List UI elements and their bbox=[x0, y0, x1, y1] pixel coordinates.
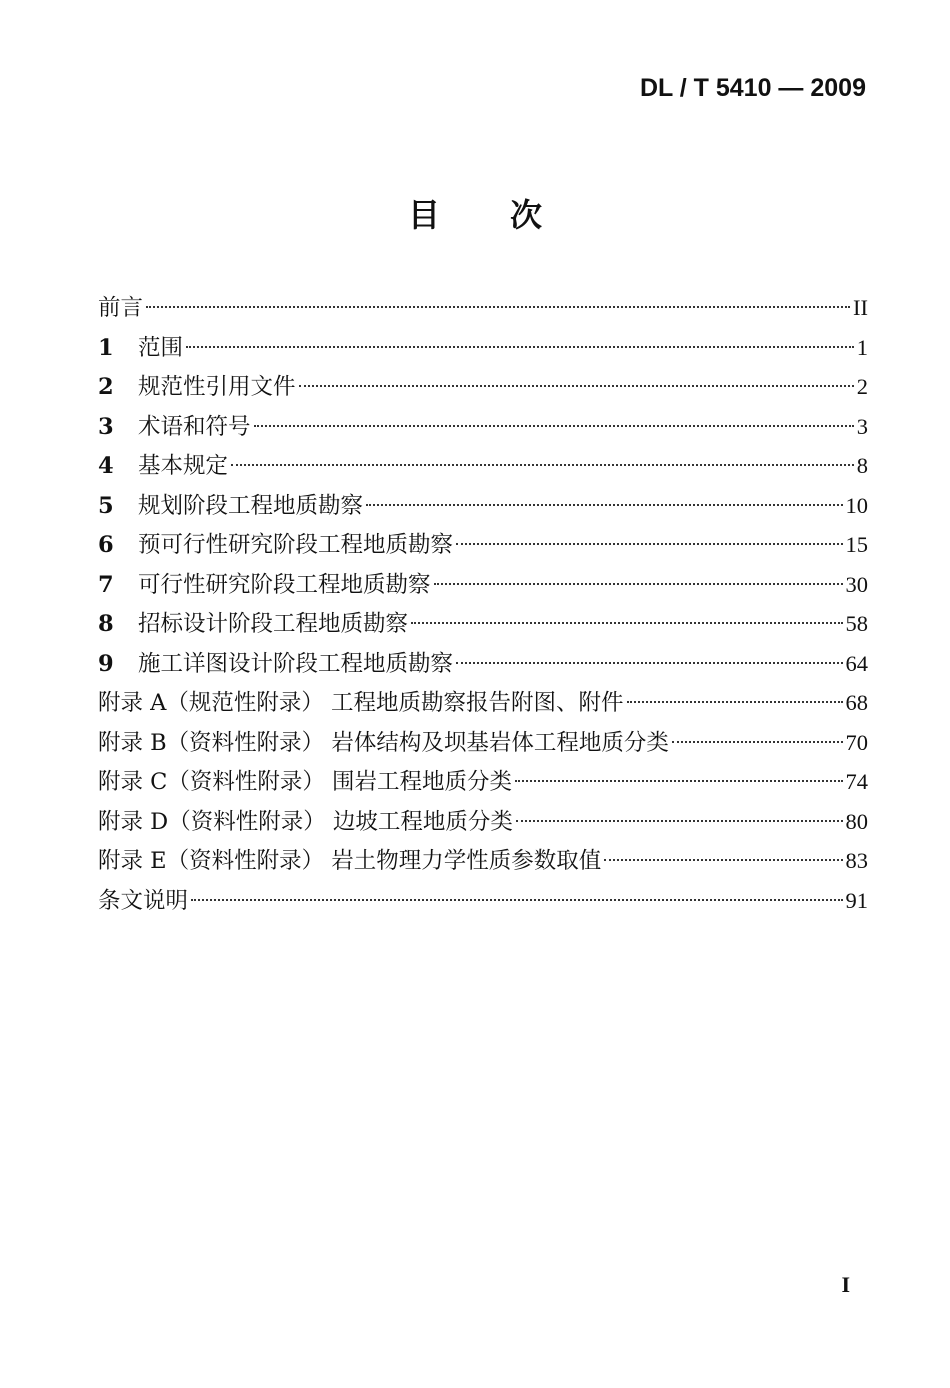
toc-entry-page: 80 bbox=[845, 808, 868, 834]
toc-entry[interactable] bbox=[98, 565, 868, 605]
toc-entry-page: 2 bbox=[856, 374, 868, 399]
toc-entry-page: 91 bbox=[845, 887, 868, 913]
toc-entry-title: 范围 bbox=[138, 334, 184, 361]
page-number: I bbox=[841, 1272, 850, 1297]
toc-entry[interactable] bbox=[98, 841, 868, 881]
toc-entry-title: 术语和符号 bbox=[138, 413, 251, 440]
toc-entry[interactable] bbox=[98, 407, 868, 447]
standard-code: DL / T 5410 — 2009 bbox=[639, 74, 866, 102]
toc-entry-number: 6 bbox=[98, 532, 114, 558]
toc-entry-page: 1 bbox=[856, 334, 868, 360]
toc-entry-number: 1 bbox=[98, 334, 114, 361]
toc-entry[interactable] bbox=[98, 604, 868, 644]
toc-entry-title: 附录 D（资料性附录） 边坡工程地质分类 bbox=[98, 808, 513, 835]
toc-entry[interactable] bbox=[98, 723, 868, 763]
toc-entry[interactable] bbox=[98, 683, 868, 723]
toc-entry[interactable] bbox=[98, 762, 868, 802]
toc-entry-page: 8 bbox=[856, 453, 868, 478]
dot-leader bbox=[299, 385, 854, 387]
toc-entry[interactable] bbox=[98, 328, 868, 368]
dot-leader bbox=[366, 504, 842, 506]
toc-entry-page: II bbox=[853, 295, 868, 320]
toc-entry-page: 10 bbox=[845, 492, 868, 518]
dot-leader bbox=[146, 306, 850, 308]
toc-entry-number: 8 bbox=[98, 611, 114, 637]
toc-entry[interactable] bbox=[98, 881, 868, 921]
dot-leader bbox=[456, 662, 842, 664]
toc-entry-title: 可行性研究阶段工程地质勘察 bbox=[138, 571, 431, 598]
toc-entry-page: 3 bbox=[856, 413, 868, 439]
dot-leader bbox=[411, 622, 842, 624]
toc-entry-title: 预可行性研究阶段工程地质勘察 bbox=[138, 532, 454, 558]
table-of-contents bbox=[98, 288, 868, 920]
dot-leader bbox=[231, 464, 854, 466]
toc-entry-page: 15 bbox=[845, 532, 868, 557]
toc-entry-number: 7 bbox=[98, 571, 114, 598]
toc-entry[interactable] bbox=[98, 367, 868, 407]
toc-entry-number: 3 bbox=[98, 413, 114, 440]
dot-leader bbox=[516, 820, 843, 822]
dot-leader bbox=[254, 425, 854, 427]
toc-entry-title: 规划阶段工程地质勘察 bbox=[138, 492, 364, 519]
toc-entry[interactable] bbox=[98, 644, 868, 684]
toc-entry-page: 58 bbox=[845, 611, 868, 636]
toc-entry[interactable] bbox=[98, 525, 868, 565]
toc-entry-number: 5 bbox=[98, 492, 114, 519]
page-title: 目次 bbox=[407, 196, 612, 234]
toc-entry-page: 74 bbox=[845, 769, 868, 794]
toc-entry-title: 附录 A（规范性附录） 工程地质勘察报告附图、附件 bbox=[98, 690, 624, 716]
toc-entry-page: 83 bbox=[845, 848, 868, 873]
toc-entry-number: 2 bbox=[98, 374, 114, 400]
toc-entry[interactable] bbox=[98, 486, 868, 526]
toc-entry-title: 基本规定 bbox=[138, 453, 229, 479]
dot-leader bbox=[191, 899, 842, 901]
toc-entry-page: 30 bbox=[845, 571, 868, 597]
dot-leader bbox=[456, 543, 842, 545]
dot-leader bbox=[672, 741, 843, 743]
toc-entry[interactable] bbox=[98, 802, 868, 842]
toc-entry-title: 前言 bbox=[98, 295, 144, 321]
dot-leader bbox=[515, 780, 842, 782]
toc-entry-title: 条文说明 bbox=[98, 887, 189, 914]
dot-leader bbox=[186, 346, 854, 348]
toc-entry-title: 附录 E（资料性附录） 岩土物理力学性质参数取值 bbox=[98, 848, 602, 874]
toc-entry-page: 68 bbox=[845, 690, 868, 715]
toc-entry-page: 70 bbox=[845, 729, 868, 755]
toc-entry-number: 9 bbox=[98, 650, 114, 677]
dot-leader bbox=[434, 583, 843, 585]
dot-leader bbox=[627, 701, 843, 703]
toc-entry-title: 招标设计阶段工程地质勘察 bbox=[138, 611, 409, 637]
toc-entry-title: 施工详图设计阶段工程地质勘察 bbox=[138, 650, 454, 677]
toc-entry-title: 附录 C（资料性附录） 围岩工程地质分类 bbox=[98, 769, 513, 795]
toc-entry-number: 4 bbox=[98, 453, 114, 479]
toc-entry[interactable] bbox=[98, 446, 868, 486]
toc-entry-page: 64 bbox=[845, 650, 868, 676]
dot-leader bbox=[604, 859, 842, 861]
toc-entry-title: 规范性引用文件 bbox=[138, 374, 296, 400]
toc-entry-title: 附录 B（资料性附录） 岩体结构及坝基岩体工程地质分类 bbox=[98, 729, 669, 756]
toc-entry[interactable] bbox=[98, 288, 868, 328]
